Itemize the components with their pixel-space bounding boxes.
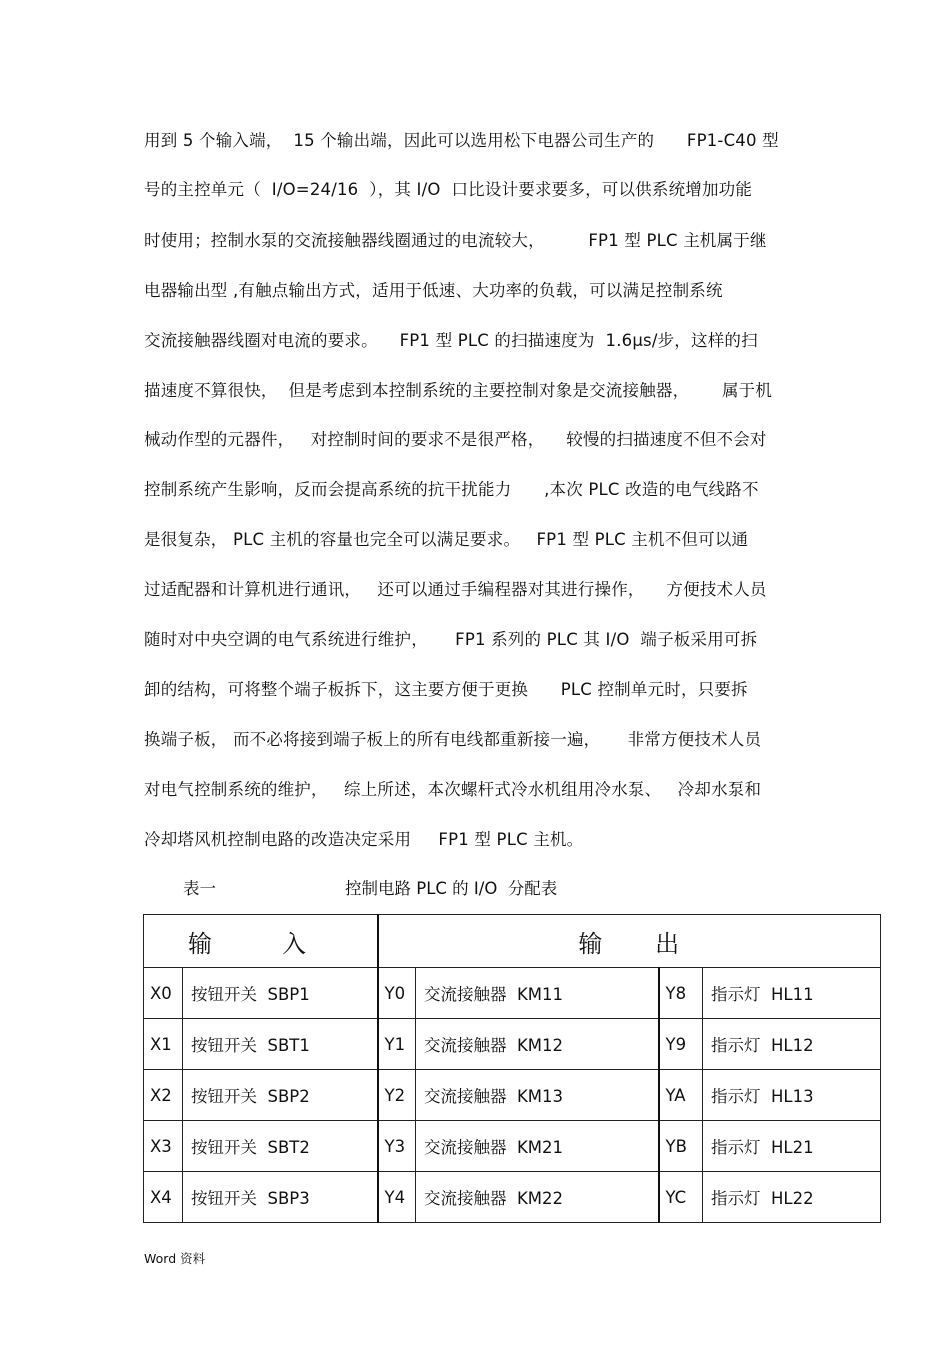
- output-device: 交流接触器 KM13: [416, 1070, 659, 1121]
- output-address: YB: [659, 1121, 703, 1172]
- paragraph-line: 械动作型的元器件， 对控制时间的要求不是很严格， 较慢的扫描速度不但不会对: [144, 430, 767, 449]
- input-address: X3: [144, 1121, 183, 1172]
- input-address: X1: [144, 1019, 183, 1070]
- output-address: YC: [659, 1172, 703, 1223]
- input-device: 按钮开关 SBT2: [183, 1121, 378, 1172]
- paragraph-line: 控制系统产生影响，反而会提高系统的抗干扰能力 ,本次 PLC 改造的电气线路不: [144, 480, 759, 499]
- paragraph-line: 换端子板， 而不必将接到端子板上的所有电线都重新接一遍， 非常方便技术人员: [144, 730, 762, 749]
- output-device: 指示灯 HL11: [703, 968, 881, 1019]
- input-device: 按钮开关 SBP3: [183, 1172, 378, 1223]
- table-row: [144, 1019, 881, 1070]
- paragraph-line: 号的主控单元（ I/O=24/16 ），其 I/O 口比设计要求要多，可以供系统增加功能: [144, 180, 753, 199]
- input-address: X2: [144, 1070, 183, 1121]
- input-device: 按钮开关 SBP2: [183, 1070, 378, 1121]
- input-device: 按钮开关 SBP1: [183, 968, 378, 1019]
- output-device: 指示灯 HL12: [703, 1019, 881, 1070]
- paragraph-line: 是很复杂， PLC 主机的容量也完全可以满足要求。 FP1 型 PLC 主机不但可以通: [144, 530, 749, 549]
- input-device: 按钮开关 SBT1: [183, 1019, 378, 1070]
- output-address: Y8: [659, 968, 703, 1019]
- paragraph-line: 随时对中央空调的电气系统进行维护， FP1 系列的 PLC 其 I/O 端子板采用可拆: [144, 630, 758, 649]
- table-row: [144, 968, 881, 1019]
- io-allocation-table: [143, 914, 881, 1223]
- output-device: 交流接触器 KM22: [416, 1172, 659, 1223]
- output-address: Y0: [378, 968, 416, 1019]
- output-address: Y4: [378, 1172, 416, 1223]
- paragraph-line: 冷却塔风机控制电路的改造决定采用 FP1 型 PLC 主机。: [144, 830, 584, 849]
- paragraph-line: 电器输出型 ,有触点输出方式，适用于低速、大功率的负载，可以满足控制系统: [144, 281, 723, 300]
- input-address: X4: [144, 1172, 183, 1223]
- paragraph-line: 描速度不算很快， 但是考虑到本控制系统的主要控制对象是交流接触器， 属于机: [144, 381, 773, 400]
- table-caption-label: 表一: [183, 879, 216, 898]
- input-address: X0: [144, 968, 183, 1019]
- output-address: Y1: [378, 1019, 416, 1070]
- output-device: 指示灯 HL22: [703, 1172, 881, 1223]
- paragraph-line: 用到 5 个输入端， 15 个输出端，因此可以选用松下电器公司生产的 FP1-C40 型: [144, 131, 779, 150]
- table-caption-title: 控制电路 PLC 的 I/O 分配表: [345, 879, 558, 898]
- table-row: [144, 1070, 881, 1121]
- output-device: 指示灯 HL13: [703, 1070, 881, 1121]
- output-address: Y3: [378, 1121, 416, 1172]
- input-header: 输 入: [144, 915, 378, 968]
- table-row: [144, 1121, 881, 1172]
- paragraph-line: 卸的结构，可将整个端子板拆下，这主要方便于更换 PLC 控制单元时，只要拆: [144, 680, 748, 699]
- table-header-row: [144, 915, 881, 968]
- paragraph-line: 对电气控制系统的维护， 综上所述，本次螺杆式冷水机组用冷水泵、 冷却水泵和: [144, 780, 762, 799]
- table-row: [144, 1172, 881, 1223]
- page-footer: Word 资料: [144, 1251, 206, 1266]
- paragraph-line: 时使用；控制水泵的交流接触器线圈通过的电流较大， FP1 型 PLC 主机属于继: [144, 231, 767, 250]
- paragraph-line: 过适配器和计算机进行通讯， 还可以通过手编程器对其进行操作， 方便技术人员: [144, 580, 767, 599]
- output-header: 输 出: [378, 915, 881, 968]
- paragraph-line: 交流接触器线圈对电流的要求。 FP1 型 PLC 的扫描速度为 1.6μs/步，这样的扫: [144, 331, 758, 350]
- output-device: 交流接触器 KM11: [416, 968, 659, 1019]
- output-address: Y2: [378, 1070, 416, 1121]
- output-device: 交流接触器 KM21: [416, 1121, 659, 1172]
- output-device: 交流接触器 KM12: [416, 1019, 659, 1070]
- output-address: YA: [659, 1070, 703, 1121]
- output-address: Y9: [659, 1019, 703, 1070]
- output-device: 指示灯 HL21: [703, 1121, 881, 1172]
